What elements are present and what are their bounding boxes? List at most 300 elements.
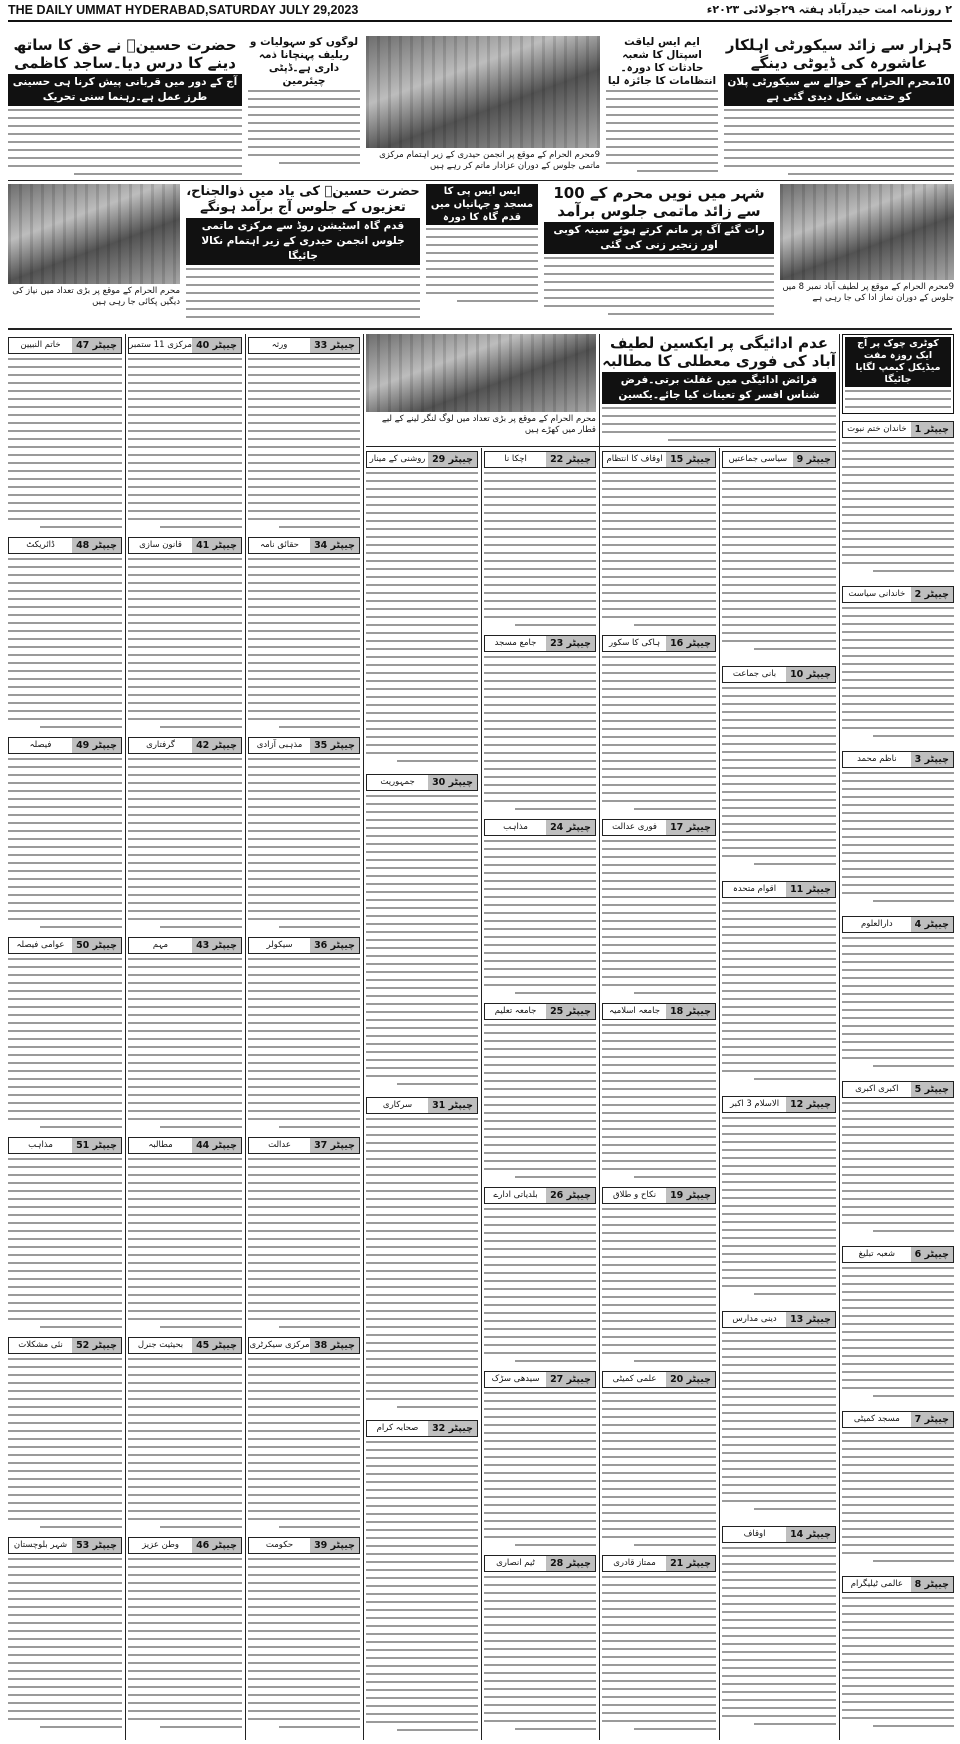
subheadline: رات گئے آگ پر ماتم کرتے ہوئے سینہ کوبی اور زنجیر زنی کی گئی	[544, 222, 774, 254]
chapter-header	[248, 1337, 360, 1354]
chapter-header	[842, 1411, 954, 1428]
chapter-number: چیپٹر 5	[911, 1082, 953, 1097]
chapter-title: اقوام متحدہ	[732, 884, 777, 894]
chapter-title: جامعہ تعلیم	[494, 1006, 537, 1016]
chapter-title: سیاسی جماعتیں	[728, 454, 788, 464]
chapter-title: فوری عدالت	[612, 822, 657, 832]
chapter-title: دینی مدارس	[732, 1314, 777, 1324]
chapter-item	[602, 448, 716, 632]
chapter-title: اوقاف	[743, 1529, 766, 1539]
chapter-header	[722, 1096, 836, 1113]
chapter-body	[8, 1158, 122, 1328]
chapter-body	[842, 1432, 954, 1562]
chapter-body	[484, 1208, 596, 1362]
chapter-body	[8, 558, 122, 728]
story-body	[544, 257, 774, 315]
chapter-title: سیدھی سڑک	[491, 1374, 540, 1384]
chapter-header	[722, 1526, 836, 1543]
chapter-item	[722, 1523, 836, 1738]
chapter-body	[366, 1441, 478, 1731]
story-ssp	[426, 184, 538, 324]
column-rule	[245, 334, 246, 1740]
chapter-item	[248, 734, 360, 934]
chapter-number: چیپٹر 28	[546, 1556, 595, 1571]
chapter-title: صحابہ کرام	[376, 1423, 419, 1433]
chapter-title: ممتاز قادری	[613, 1558, 656, 1568]
chapter-header	[8, 937, 122, 954]
chapter-number: چیپٹر 3	[911, 752, 953, 767]
chapter-item	[8, 934, 122, 1134]
story-taziya	[186, 184, 420, 324]
column-rule	[481, 448, 482, 1740]
chapter-item	[248, 334, 360, 534]
chapter-item	[842, 418, 954, 583]
chapter-title: جمہوریت	[380, 777, 415, 787]
chapter-header	[128, 737, 242, 754]
divider	[8, 328, 952, 330]
chapter-title: عالمی ٹیلیگرام	[850, 1579, 903, 1589]
chapter-body	[722, 902, 836, 1080]
column-col3	[602, 448, 716, 1740]
chapter-header	[842, 751, 954, 768]
chapter-number: چیپٹر 8	[911, 1577, 953, 1592]
chapter-title: دارالعلوم	[860, 919, 893, 929]
chapter-header	[484, 1187, 596, 1204]
chapter-item	[842, 748, 954, 913]
chapter-header	[8, 1137, 122, 1154]
chapter-body	[602, 1208, 716, 1362]
chapter-title: عوامی فیصلہ	[16, 940, 65, 950]
divider	[8, 180, 952, 181]
chapter-item	[484, 632, 596, 816]
chapter-header	[128, 337, 242, 354]
column-rule	[363, 334, 364, 1740]
chapter-header	[128, 1537, 242, 1554]
headline: حضرت حسینؓ کی یاد میں ذوالجناح، تعزیوں کے جلوس آج برآمد ہونگے	[186, 184, 420, 215]
divider	[366, 446, 836, 447]
chapter-title: اکبری اکبری	[855, 1084, 899, 1094]
chapter-title: مرکزی 11 ستمبر	[129, 340, 192, 350]
chapter-body	[842, 772, 954, 902]
chapter-item	[722, 1093, 836, 1308]
chapter-header	[366, 1097, 478, 1114]
story-latifabad-xen	[602, 334, 836, 444]
photo-story-cooking	[8, 184, 180, 324]
chapter-body	[366, 1118, 478, 1408]
photo-latifabad	[780, 184, 954, 280]
chapter-title: گرفتاری	[146, 740, 175, 750]
chapter-item	[722, 448, 836, 663]
chapter-title: ٹیم انصاری	[496, 1558, 535, 1568]
chapter-header	[366, 774, 478, 791]
chapter-body	[248, 958, 360, 1128]
chapter-body	[484, 1392, 596, 1546]
chapter-number: چیپٹر 50	[72, 938, 121, 953]
headline: شہر میں نویں محرم کے 100 سے زائد ماتمی جلوس برآمد	[553, 184, 765, 220]
chapter-title: ناظم محمد	[857, 754, 897, 764]
chapter-body	[128, 1558, 242, 1728]
chapter-body	[842, 607, 954, 737]
chapter-body	[128, 1158, 242, 1328]
chapter-title: شعبہ تبلیغ	[858, 1249, 895, 1259]
chapter-title: سرکاری	[382, 1100, 413, 1110]
chapter-number: چیپٹر 6	[911, 1247, 953, 1262]
story-body	[724, 109, 954, 175]
headline: عدم ادائیگی پر ایکسین لطیف آباد کی فوری معطلی کا مطالبہ	[602, 334, 836, 370]
chapter-title: اچکا نا	[504, 454, 527, 464]
photo-story-top-center	[366, 36, 600, 176]
chapter-header	[248, 1537, 360, 1554]
chapter-body	[128, 958, 242, 1128]
chapter-number: چیپٹر 4	[911, 917, 953, 932]
chapter-header	[602, 1187, 716, 1204]
masthead-urdu: ۲ روزنامہ امت حیدرآباد ہفتہ ۲۹جولائی ۲۰۲۳ء	[706, 3, 952, 16]
column-col1	[842, 418, 954, 1740]
chapter-header	[602, 451, 716, 468]
chapter-number: چیپٹر 52	[72, 1338, 121, 1353]
chapter-header	[248, 337, 360, 354]
chapter-body	[842, 442, 954, 572]
chapter-title: ورثہ	[271, 340, 288, 350]
column-col4	[484, 448, 596, 1740]
subheadline: قدم گاہ اسٹیشن روڈ سے مرکزی ماتمی جلوس انجمن حیدری کے زیر اہتمام نکالا جائیگا	[186, 218, 420, 265]
chapter-header	[602, 1555, 716, 1572]
chapter-title: مذاہب	[503, 822, 528, 832]
chapter-body	[722, 1117, 836, 1295]
chapter-item	[248, 1134, 360, 1334]
chapter-number: چیپٹر 53	[72, 1538, 121, 1553]
chapter-item	[8, 534, 122, 734]
chapter-number: چیپٹر 16	[666, 636, 715, 651]
photo-caption: محرم الحرام کے موقع پر بڑی تعداد میں نیاز کی دیگیں پکائی جا رہی ہیں	[12, 286, 180, 307]
chapter-header	[128, 1337, 242, 1354]
chapter-item	[366, 771, 478, 1094]
column-col7	[128, 334, 242, 1740]
story-body	[186, 268, 420, 324]
headline: 5ہزار سے زائد سیکورٹی اہلکار عاشورہ کی ڈیوٹی دینگے	[725, 36, 953, 72]
chapter-number: چیپٹر 44	[192, 1138, 241, 1153]
photo-caption: 9محرم الحرام کے موقع پر انجمن حیدری کے زیر اہتمام مرکزی ماتمی جلوس کے دوران عزادار ماتم کر رہے ہیں	[379, 150, 600, 171]
chapter-body	[248, 558, 360, 728]
chapter-number: چیپٹر 35	[310, 738, 359, 753]
chapter-item	[484, 448, 596, 632]
chapter-body	[842, 937, 954, 1067]
chapter-header	[842, 421, 954, 438]
column-col5	[366, 448, 478, 1740]
chapter-header	[8, 537, 122, 554]
chapter-item	[602, 1368, 716, 1552]
chapter-title: مذاہب	[28, 1140, 53, 1150]
chapter-title: ڈائریکٹ	[26, 540, 55, 550]
chapter-number: چیپٹر 25	[546, 1004, 595, 1019]
chapter-title: خاندان ختم نبوت	[847, 424, 907, 434]
chapter-number: چیپٹر 29	[428, 452, 477, 467]
chapter-item	[366, 1417, 478, 1740]
chapter-number: چیپٹر 41	[192, 538, 241, 553]
chapter-number: چیپٹر 12	[786, 1097, 835, 1112]
chapter-title: جامعہ اسلامیہ	[609, 1006, 660, 1016]
chapter-header	[484, 1555, 596, 1572]
chapter-item	[484, 1368, 596, 1552]
column-col6	[248, 334, 360, 1740]
chapter-header	[128, 1137, 242, 1154]
chapter-header	[842, 1246, 954, 1263]
chapter-number: چیپٹر 18	[666, 1004, 715, 1019]
chapter-header	[248, 937, 360, 954]
chapter-number: چیپٹر 37	[310, 1138, 359, 1153]
chapter-body	[602, 1024, 716, 1178]
chapter-body	[842, 1597, 954, 1727]
headline: لوگوں کو سہولیات و ریلیف پہنچانا ذمہ داری ہے۔ڈپٹی چیئرمین	[249, 36, 359, 87]
chapter-header	[484, 1371, 596, 1388]
chapter-number: چیپٹر 26	[546, 1188, 595, 1203]
chapter-item	[8, 1134, 122, 1334]
chapter-number: چیپٹر 33	[310, 338, 359, 353]
chapter-item	[128, 534, 242, 734]
chapter-title: مسجد کمیٹی	[853, 1414, 900, 1424]
chapter-body	[248, 758, 360, 928]
chapter-header	[248, 537, 360, 554]
chapter-title: سیکولر	[266, 940, 293, 950]
chapter-item	[842, 913, 954, 1078]
chapter-title: مرکزی سیکرٹری	[249, 1340, 310, 1350]
chapter-body	[248, 1558, 360, 1728]
story-body	[8, 109, 242, 175]
chapter-body	[722, 472, 836, 650]
photo-queue	[366, 334, 596, 412]
chapter-title: جامع مسجد	[494, 638, 537, 648]
chapter-body	[128, 1358, 242, 1528]
chapter-number: چیپٹر 2	[911, 587, 953, 602]
chapter-item	[602, 816, 716, 1000]
chapter-number: چیپٹر 23	[546, 636, 595, 651]
chapter-item	[248, 1334, 360, 1534]
chapter-number: چیپٹر 31	[428, 1098, 477, 1113]
chapter-title: الاسلام 3 اکبر	[729, 1099, 780, 1109]
story-utilities	[248, 36, 360, 176]
chapter-number: چیپٹر 1	[911, 422, 953, 437]
chapter-item	[842, 1573, 954, 1738]
chapter-header	[248, 1137, 360, 1154]
chapter-body	[722, 1547, 836, 1725]
chapter-header	[8, 1537, 122, 1554]
chapter-header	[8, 1337, 122, 1354]
chapter-header	[366, 1420, 478, 1437]
photo-caption: محرم الحرام کے موقع پر بڑی تعداد میں لوگ لنگر لینے کے لیے قطار میں کھڑے ہیں	[381, 414, 596, 435]
chapter-item	[8, 1534, 122, 1734]
subheadline: 10محرم الحرام کے حوالے سے سیکورٹی پلان کو حتمی شکل دیدی گئی ہے	[724, 74, 954, 106]
chapter-number: چیپٹر 38	[310, 1338, 359, 1353]
chapter-number: چیپٹر 30	[428, 775, 477, 790]
chapter-title: وطن عزیز	[142, 1540, 179, 1550]
chapter-number: چیپٹر 40	[192, 338, 241, 353]
chapter-number: چیپٹر 43	[192, 938, 241, 953]
chapter-item	[484, 1000, 596, 1184]
chapter-item	[842, 1408, 954, 1573]
chapter-body	[8, 758, 122, 928]
column-col2	[722, 448, 836, 1740]
story-body	[606, 90, 718, 172]
story-kotri	[842, 334, 954, 414]
photo-story-latifabad	[780, 184, 954, 324]
story-kazmi	[8, 36, 242, 176]
chapter-title: بلدیاتی ادارے	[493, 1190, 538, 1200]
chapter-number: چیپٹر 45	[192, 1338, 241, 1353]
masthead	[8, 2, 952, 22]
chapter-header	[128, 937, 242, 954]
chapter-body	[602, 1392, 716, 1546]
column-rule	[599, 334, 600, 1740]
chapter-header	[248, 737, 360, 754]
story-procession	[544, 184, 774, 324]
chapter-number: چیپٹر 27	[546, 1372, 595, 1387]
chapter-body	[8, 1358, 122, 1528]
chapter-body	[602, 472, 716, 626]
story-security	[724, 36, 954, 176]
chapter-header	[842, 586, 954, 603]
chapter-title: حکومت	[265, 1540, 294, 1550]
chapter-header	[842, 1576, 954, 1593]
chapter-body	[484, 1024, 596, 1178]
chapter-number: چیپٹر 14	[786, 1527, 835, 1542]
chapter-item	[8, 334, 122, 534]
chapter-number: چیپٹر 49	[72, 738, 121, 753]
chapter-number: چیپٹر 13	[786, 1312, 835, 1327]
chapter-title: علمی کمیٹی	[612, 1374, 657, 1384]
chapter-item	[602, 632, 716, 816]
chapter-title: قانون سازی	[139, 540, 182, 550]
headline: حضرت حسینؓ نے حق کا ساتھ دینے کا درس دیا۔ساجد کاظمی	[13, 36, 237, 72]
chapter-header	[722, 881, 836, 898]
chapter-number: چیپٹر 19	[666, 1188, 715, 1203]
chapter-title: خاتم النبیین	[20, 340, 61, 350]
chapter-item	[484, 1552, 596, 1736]
headline: کوٹری چوک پر آج ایک روزہ مفت میڈیکل کیمپ لگایا جائیگا	[845, 337, 951, 387]
headline: ایس ایس پی کا مسجد و جہانیاں میں قدم گاہ کا دورہ	[426, 184, 538, 225]
chapter-header	[484, 635, 596, 652]
chapter-number: چیپٹر 7	[911, 1412, 953, 1427]
chapter-item	[602, 1552, 716, 1736]
chapter-title: مہم	[152, 940, 169, 950]
chapter-body	[722, 687, 836, 865]
chapter-title: عدالت	[268, 1140, 291, 1150]
chapter-title: مذہبی آزادی	[256, 740, 303, 750]
chapter-number: چیپٹر 46	[192, 1538, 241, 1553]
chapter-number: چیپٹر 42	[192, 738, 241, 753]
chapter-number: چیپٹر 32	[428, 1421, 477, 1436]
chapter-item	[248, 934, 360, 1134]
chapter-body	[484, 840, 596, 994]
chapter-item	[8, 1334, 122, 1534]
chapter-body	[366, 795, 478, 1085]
chapter-title: ہاکی کا سکور	[609, 638, 661, 648]
chapter-item	[602, 1184, 716, 1368]
chapter-number: چیپٹر 17	[666, 820, 715, 835]
chapter-item	[842, 1078, 954, 1243]
chapter-header	[128, 537, 242, 554]
chapter-number: چیپٹر 10	[786, 667, 835, 682]
chapter-item	[128, 1334, 242, 1534]
chapter-number: چیپٹر 36	[310, 938, 359, 953]
chapter-item	[128, 334, 242, 534]
chapter-title: نکاح و طلاق	[612, 1190, 657, 1200]
chapter-header	[602, 1003, 716, 1020]
chapter-body	[248, 1158, 360, 1328]
chapter-header	[842, 916, 954, 933]
photo-story-queue	[366, 334, 596, 444]
chapter-number: چیپٹر 15	[666, 452, 715, 467]
chapter-body	[722, 1332, 836, 1510]
chapter-header	[8, 337, 122, 354]
chapter-body	[602, 1576, 716, 1730]
chapter-header	[484, 451, 596, 468]
masthead-english: THE DAILY UMMAT HYDERABAD,SATURDAY JULY 29,2023	[8, 3, 359, 17]
chapter-body	[484, 1576, 596, 1730]
chapter-header	[722, 451, 836, 468]
chapter-item	[128, 934, 242, 1134]
column-col8	[8, 334, 122, 1740]
chapter-body	[366, 472, 478, 762]
chapter-number: چیپٹر 24	[546, 820, 595, 835]
chapter-item	[128, 1534, 242, 1734]
chapter-number: چیپٹر 48	[72, 538, 121, 553]
chapter-title: حقائق نامہ	[260, 540, 299, 550]
chapter-item	[248, 534, 360, 734]
chapter-item	[842, 1243, 954, 1408]
chapter-body	[842, 1102, 954, 1232]
photo-procession	[366, 36, 600, 148]
chapter-body	[484, 472, 596, 626]
chapter-header	[8, 737, 122, 754]
chapter-title: خاندانی سیاست	[848, 589, 906, 599]
chapter-item	[128, 1134, 242, 1334]
chapter-header	[366, 451, 478, 468]
chapter-title: بانی جماعت	[732, 669, 777, 679]
story-liaquat	[606, 36, 718, 176]
chapter-title: مطالبہ	[148, 1140, 173, 1150]
chapter-item	[842, 583, 954, 748]
chapter-body	[602, 656, 716, 810]
chapter-number: چیپٹر 51	[72, 1138, 121, 1153]
story-body	[248, 90, 360, 164]
story-body	[602, 407, 836, 441]
chapter-title: اوقاف کا انتظام	[606, 454, 663, 464]
chapter-item	[722, 878, 836, 1093]
chapter-item	[602, 1000, 716, 1184]
chapter-item	[366, 448, 478, 771]
chapter-item	[8, 734, 122, 934]
chapter-number: چیپٹر 47	[72, 338, 121, 353]
photo-caption: 9محرم الحرام کے موقع پر لطیف آباد نمبر 8 میں جلوس کے دوران نماز ادا کی جا رہی ہے	[782, 282, 954, 303]
chapter-header	[602, 635, 716, 652]
chapter-body	[128, 358, 242, 528]
column-rule	[839, 334, 840, 1740]
chapter-item	[128, 734, 242, 934]
chapter-title: بحیثیت جنرل	[137, 1340, 184, 1350]
column-rule	[719, 448, 720, 1740]
chapter-number: چیپٹر 22	[546, 452, 595, 467]
chapter-header	[842, 1081, 954, 1098]
chapter-number: چیپٹر 21	[666, 1556, 715, 1571]
chapter-body	[602, 840, 716, 994]
chapter-number: چیپٹر 34	[310, 538, 359, 553]
chapter-item	[248, 1534, 360, 1734]
chapter-number: چیپٹر 11	[786, 882, 835, 897]
chapter-title: روشنی کے مینار	[369, 454, 426, 464]
chapter-item	[722, 663, 836, 878]
chapter-number: چیپٹر 39	[310, 1538, 359, 1553]
chapter-item	[722, 1308, 836, 1523]
